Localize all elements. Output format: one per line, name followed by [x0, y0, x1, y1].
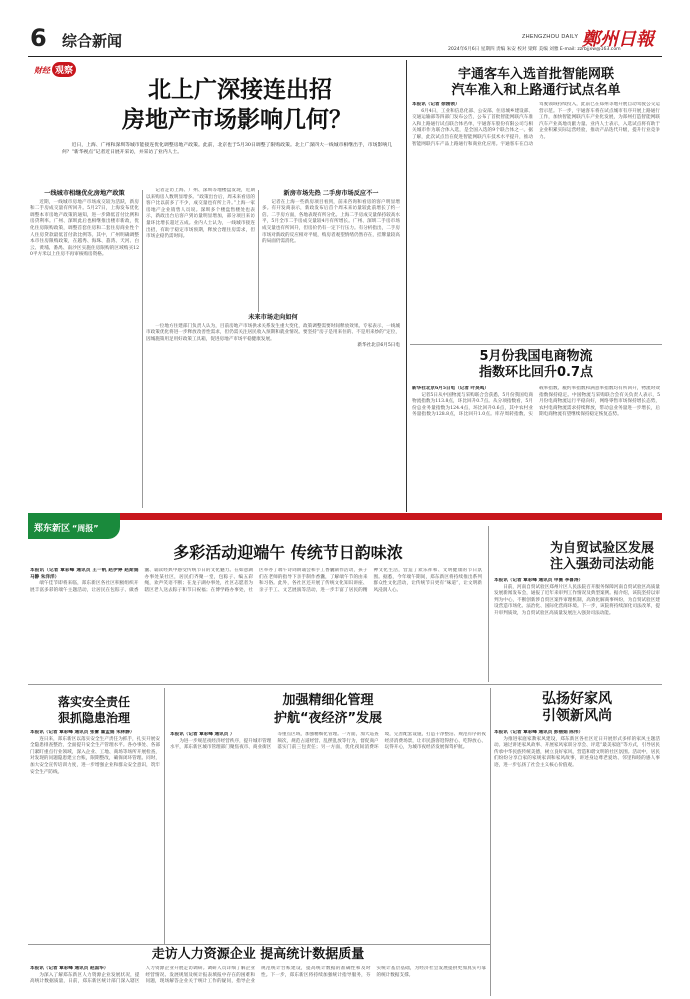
bottom-story-byline: 本报讯（记者 覃彩峰 通讯员 赵国华）: [30, 966, 109, 971]
right-story-4-byline: 本报讯（记者 覃彩峰 通讯员 彭丽娟 陈伟）: [494, 730, 584, 735]
paper-logo: 鄭州日報: [582, 29, 654, 50]
main-col-3: 新房市场先热 二手房市场反应不一 记者在上海一些新房项目看到，前来咨询和看房的客户明显增多。有开发商表示，新政发布后首个周末来访量较此前增长了约一倍。二手房方面，各地表现有所分化。上海二手房成交量保持较高水平，5月全市二手房成交量较4月有所增长。广州、深圳二手房市场成交量也有所回升，但房价仍有一定下行压力。有分析指出，二手房市场对新政的反应相对平缓，购房者观望情绪仍然存在，挂牌量较高的局面仍需消化。: [262, 190, 400, 245]
main-col-1: 一线城市相继优化房地产政策 近期，一线城市房地产市场成交较为活跃，新房和二手房成交量有所回升。5月27日，上海发布优化调整本市房地产政策的通知，进一步降低首付比例和房贷利率。广州、深圳此后也相继推出楼市新政，优化住房限购政策，调整首套住房和二套住房商业性个人住房贷款最低首付款比例等。其中，广州明确调整本市住房限购政策，在越秀、海珠、荔湾、天河、白云、黄埔、番禺、南沙区实施住房限购的区域购买120平方米以上住房不再审核购房资格。: [30, 190, 139, 258]
right-story-2-byline: 新华社北京6月5日电（记者 叶昊鸣）: [412, 386, 489, 391]
main-subhead-2: 新房市场先热 二手房市场反应不一: [283, 190, 379, 197]
right-story-4-body: 本报讯（记者 覃彩峰 通讯员 彭丽娟 陈伟） 为推进家庭家教家风建设，郑东新区各社区近日开展形式多样的家风主题活动。通过讲述家风故事、开展家风家训分享会、评选“最美家庭”等方式，引导居民传承中华民族传统美德，树立良好家风，营造和谐文明的社区氛围。活动中，居民们纷纷分享自家的家规家训和家风故事，讲述身边尊老爱幼、邻里和睦的感人事迹，进一步弘扬了社会主义核心价值观。: [494, 730, 660, 768]
right-headline-4b: 引领新风尚: [542, 708, 612, 724]
mid-headline-4a: 加强精细化管理: [282, 693, 374, 708]
main-subhead-1: 一线城市相继优化房地产政策: [44, 190, 125, 197]
left-headline-4a: 落实安全责任: [57, 695, 130, 709]
section-name: 综合新闻: [62, 32, 123, 50]
right-headline-2a: 5月份我国电商物流: [479, 349, 593, 364]
main-headline-2: 房地产市场影响几何？: [122, 107, 352, 133]
right-story-3-byline: 本报讯（记者 覃彩峰 通讯员 申薇 李喜涛）: [494, 578, 584, 583]
right-headline-3a: 为自贸试验区发展: [549, 541, 654, 556]
page-number: 6: [30, 24, 47, 52]
right-story-1-body: 本报讯（记者 徐刚领） 6月4日，工业和信息化部、公安部、住房城乡建设部、交通运输部等四部门发布公告，公布了首批智能网联汽车准入和上路通行试点联合体名单，宇通客车股份有限公司与相关城市作为联合体入选，是全国入选的9个联合体之一。据了解，此次试点旨在促进智能网联汽车技术水平提升，推动智能网联汽车产品上路通行和商业化应用。宇通客车在自动驾驶领域持续投入，此前已在郑州等地开展自动驾驶公交运营示范。下一步，宇通客车将在试点城市有序开展上路通行工作，加快智能网联汽车产业化发展，为郑州打造智能网联汽车产业高地贡献力量。业内人士表示，入选试点将有助于企业积累实际运营经验，推动产品迭代升级，提升行业竞争力。: [412, 102, 660, 147]
section-band: [28, 513, 662, 520]
right-story-3-body: 本报讯（记者 覃彩峰 通讯员 申薇 李喜涛） 日前，河南自贸试验区郑州片区人民法院召开服务保障河南自贸试验区高质量发展新闻发布会，通报了近年来审判工作情况及典型案例。据介绍，该院坚持以审判为中心，不断创新涉自贸区案件审理机制，高效化解商事纠纷，为自贸试验区建设营造市场化、法治化、国际化营商环境。下一步，该院将持续深化司法改革，提升审判质效，为自贸试验区高质量发展注入强劲司法动能。: [494, 578, 660, 616]
column-badge: [34, 62, 80, 78]
right-story-1-byline: 本报讯（记者 徐刚领）: [412, 102, 460, 107]
mid-headline-4b: 护航“夜经济”发展: [273, 711, 383, 726]
main-headline-1: 北上广深接连出招: [148, 77, 332, 103]
left-story-4-body: 本报讯（记者 覃彩峰 通讯员 张蕾 霍孟娟 朱林静） 连日来，郑东新区以落实安全生产责任为抓手，扎实开展安全隐患排查整治，全面提升安全生产管理水平。各办事处、各部门紧盯重点行业领域，深入企业、工地、商场等场所开展检查，对发现的问题隐患建立台账，限期整改，确保闭环管理。同时，加大安全宣传培训力度，进一步增强企业和群众安全意识，筑牢安全生产防线。: [30, 730, 160, 775]
section-badge-name: 郑东新区: [34, 524, 71, 534]
right-headline-2b: 指数环比回升0.7点: [478, 365, 594, 380]
festival-headline: 多彩活动迎端午 传统节日韵味浓: [173, 543, 403, 562]
festival-byline: 本报讯（记者 覃彩峰 通讯员 王一帆 赵伊婷 赵斯娟 马静 朱洋洋）: [30, 568, 139, 580]
bottom-headline: 走访人力资源企业 提高统计数据质量: [151, 947, 365, 962]
right-headline-4a: 弘扬好家风: [542, 691, 612, 707]
main-lead: 近日，上海、广州和深圳等城市能接连优化调整房地产政策。此前，北京也于5月30日调整了限购政策。北上广深四大一线城市相继出手，市场影响几何？“新华视点”记者近日展开采访，并采访了业内人士。: [62, 143, 392, 155]
page-header: [0, 0, 690, 58]
festival-body: 本报讯（记者 覃彩峰 通讯员 王一帆 赵伊婷 赵斯娟 马静 朱洋洋） 端午佳节即将来临，郑东新区各社区积极组织开展丰富多彩的端午主题活动，让居民在包粽子、做香囊、诵读经典中感受传统节日的文化魅力。在如意湖办事处某社区，居民们齐聚一堂，包粽子、编五彩绳，欢声笑语不断；在龙子湖办事处，社区志愿者为辖区老人送去粽子和节日祝福；在博学路办事处，社区举办了端午诗词朗诵会和手工香囊制作活动，孩子们在老师的指导下亲手制作香囊，了解端午节的由来和习俗。此外，各社区还开展了传统文化知识讲座、亲子手工、文艺展演等活动，进一步丰富了居民的精神文化生活，营造了欢乐祥和、文明健康的节日氛围。据悉，今年端午期间，郑东新区将持续推出系列群众性文化活动，让传统节日更有“味道”，让文明新风浸润人心。: [30, 568, 482, 593]
date-line: 2024年6月6日 星期四 责编 朱安 校对 梁辉 美编 刘雅 E-mail: zzrbjjxw@163.com: [448, 47, 621, 52]
mid-story-4-body: 本报讯（记者 覃彩峰 通讯员 ） 为进一步规范夜经济经营秩序，提升城市管理水平，郑东新区城市管理部门聚焦夜市、商业街区等重点区域，加强精细化管理。一方面，加大巡查频次，规范占道经营、乱摆乱放等行为，督促商户落实门前三包责任；另一方面，优化夜间消费环境，完善配套设施，打造干净整洁、规范有序的夜经济消费场景，让市民游客逛得舒心、吃得放心、玩得开心，为城市夜经济发展保驾护航。: [170, 732, 486, 751]
main-col-2: 记者走访上海、广州、深圳等地楼盘发现，近期以来购房人数明显增多。“政策出台后，周末来看房的客户比以前多了不少，成交量也有所上升。”上海一家房地产企业销售人员说。深圳多个楼盘售楼处也表示，新政出台后客户到访量明显增加，部分项目来访量环比增长超过五成。业内人士认为，一线城市接连出招，有助于稳定市场预期，释放合理住房需求，但市场企稳仍需时间。: [146, 188, 255, 240]
main-col-4: 未来市场走向如何 一位地方住建部门负责人认为，目前房地产市场供求关系发生重大变化，政策调整需要时间释放效果。专家表示，一线城市政策优化将进一步释放改善性需求，但仍需关注居民收入预期和就业情况。要坚持“房子是用来住的、不是用来炒的”定位，因城施策用足用好政策工具箱，促进房地产市场平稳健康发展。 新华社北京6月5日电: [146, 312, 400, 508]
badge-part1: 财经: [34, 66, 50, 75]
main-source: 新华社北京6月5日电: [357, 343, 400, 349]
left-story-4-byline: 本报讯（记者 覃彩峰 通讯员 张蕾 霍孟娟 朱林静）: [30, 730, 135, 735]
right-headline-1a: 宇通客车入选首批智能网联: [457, 67, 614, 82]
right-headline-3b: 注入强劲司法动能: [549, 557, 654, 572]
main-subhead-3: 未来市场走向如何: [248, 314, 298, 321]
mid-story-4-byline: 本报讯（记者 覃彩峰 通讯员 ）: [170, 732, 235, 737]
right-story-2-body: 新华社北京6月5日电（记者 叶昊鸣） 记者5日从中国物流与采购联合会获悉，5月份我国电商物流指数为113.8点，环比回升0.7点。从分项指数看，5月份总业务量指数为124.4点，环比回升0.6点，其中农村业务量指数为128.8点，环比回升1.0点。库存周转指数、实载率指数、履约率指数和满意率指数均有所回升，物流时效指数保持稳定。中国物流与采购联合会有关负责人表示，5月份电商物流运行平稳向好，网络零售市场保持增长态势，农村电商物流需求持续释放，带动总业务量进一步增长，后期电商物流有望继续保持稳定恢复态势。: [412, 386, 660, 418]
section-badge-sub: “周报”: [72, 524, 99, 533]
right-headline-1b: 汽车准入和上路通行试点名单: [451, 83, 621, 98]
badge-part2: 观察: [52, 62, 76, 77]
bottom-story-body: 本报讯（记者 覃彩峰 通讯员 赵国华） 为深入了解郑东新区人力资源企业发展状况，提高统计数据质量，日前，郑东新区统计部门深入辖区人力资源企业开展走访调研。调研人员详细了解企业经营情况、发展规划及统计报表填报中存在的困难和问题，现场解答企业关于统计工作的疑问，指导企业规范统计台账建设，提高统计数据的准确性和及时性。下一步，郑东新区将持续加强统计指导服务，夯实统计基层基础，为经济社会发展提供更加真实可靠的统计数据支撑。: [30, 966, 486, 985]
paper-name-en: ZHENGZHOU DAILY: [522, 34, 579, 40]
section-badge: [28, 513, 120, 539]
left-headline-4b: 狠抓隐患治理: [57, 711, 130, 725]
